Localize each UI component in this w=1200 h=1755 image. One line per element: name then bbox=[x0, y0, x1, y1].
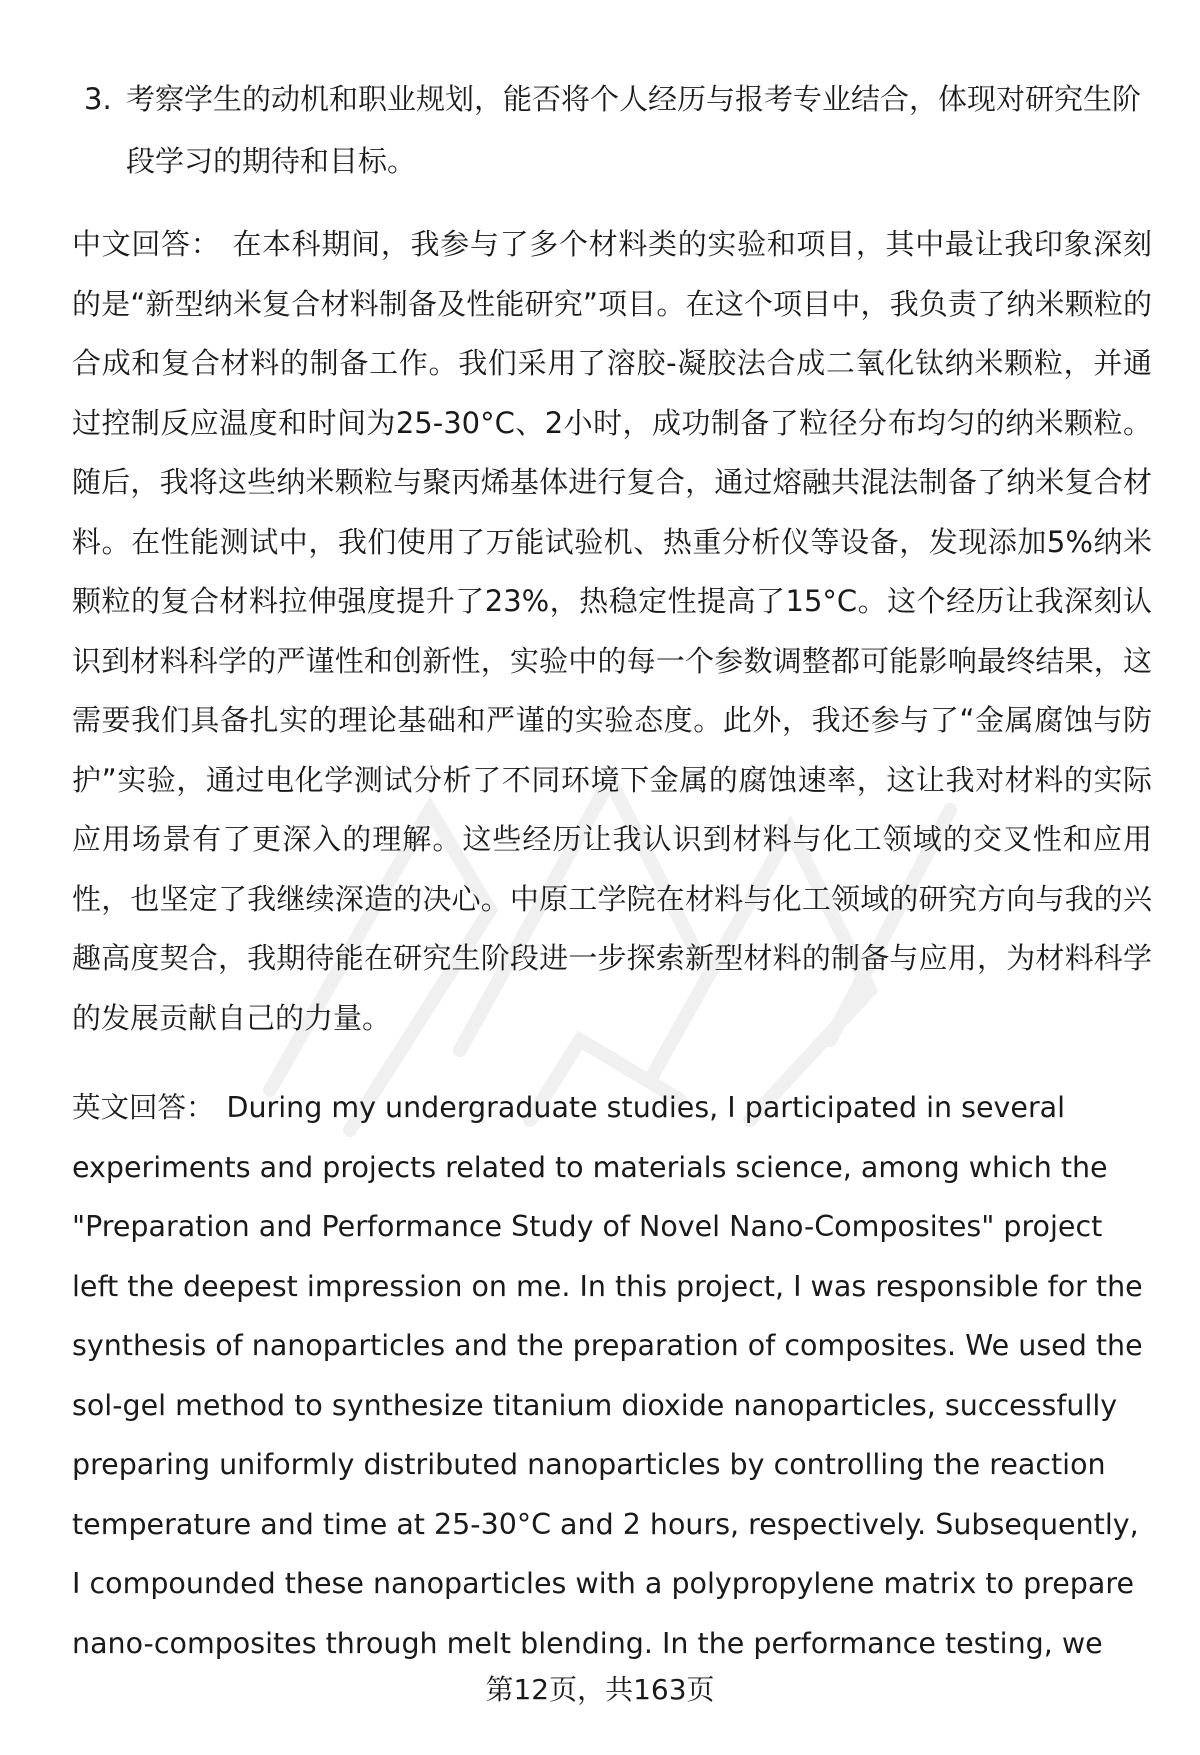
chinese-answer bbox=[72, 215, 1152, 1048]
english-answer bbox=[72, 1078, 1152, 1673]
english-answer-label: 英文回答： bbox=[72, 1091, 215, 1124]
question-item-3 bbox=[84, 68, 1144, 192]
page-footer: 第12页，共163页 bbox=[485, 1673, 715, 1706]
chinese-answer-text: 在本科期间，我参与了多个材料类的实验和项目，其中最让我印象深刻的是“新型纳米复合材料制备及性能研究”项目。在这个项目中，我负责了纳米颗粒的合成和复合材料的制备工作。我们采用了溶胶-凝胶法合成二氧化钛纳米颗粒，并通过控制反应温度和时间为25-30°C、2小时，成功制备了粒径分布均匀的纳米颗粒。随后，我将这些纳米颗粒与聚丙烯基体进行复合，通过熔融共混法制备了纳米复合材料。在性能测试中，我们使用了万能试验机、热重分析仪等设备，发现添加5%纳米颗粒的复合材料拉伸强度提升了23%，热稳定性提高了15°C。这个经历让我深刻认识到材料科学的严谨性和创新性，实验中的每一个参数调整都可能影响最终结果，这需要我们具备扎实的理论基础和严谨的实验态度。此外，我还参与了“金属腐蚀与防护”实验，通过电化学测试分析了不同环境下金属的腐蚀速率，这让我对材料的实际应用场景有了更深入的理解。这些经历让我认识到材料与化工领域的交叉性和应用性，也坚定了我继续深造的决心。中原工学院在材料与化工领域的研究方向与我的兴趣高度契合，我期待能在研究生阶段进一步探索新型材料的制备与应用，为材料科学的发展贡献自己的力量。 bbox=[72, 227, 1152, 1035]
chinese-answer-label: 中文回答： bbox=[72, 227, 221, 261]
item-number: 3. bbox=[84, 82, 112, 116]
item-text: 考察学生的动机和职业规划，能否将个人经历与报考专业结合，体现对研究生阶段学习的期待和目标。 bbox=[126, 82, 1142, 178]
english-answer-text: During my undergraduate studies, I participated in several experiments and projects related to materials science, among which the "Preparation and Performance Study of Novel Nano-Composites" project left the deepest impression on me. In this project, I was responsible for the synthesis of nanoparticles and the preparation of composites. We used the sol-gel method to synthesize titanium dioxide nanoparticles, successfully preparing uniformly distributed nanoparticles by controlling the reaction temperature and time at 25-30°C and 2 hours, respectively. Subsequently, I compounded these nanoparticles with a polypropylene matrix to prepare nano-composites through melt blending. In the performance testing, we bbox=[72, 1091, 1143, 1660]
